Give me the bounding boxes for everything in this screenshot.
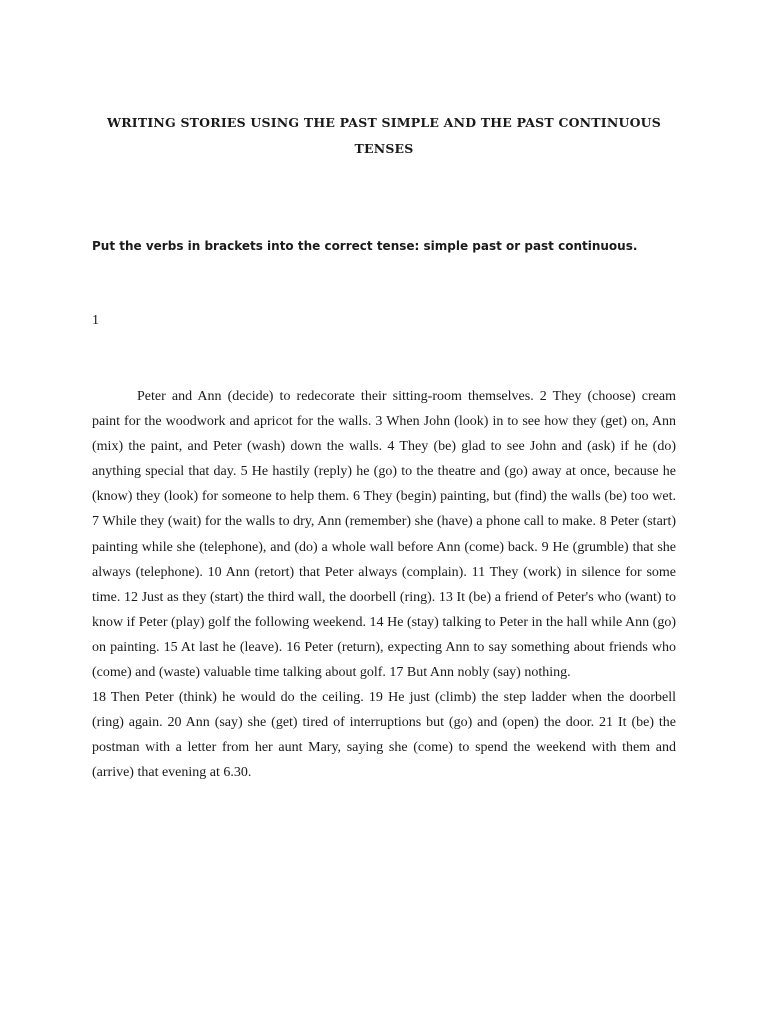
- exercise-number: 1: [92, 313, 99, 328]
- exercise-instruction: Put the verbs in brackets into the correct tense: simple past or past continuous.: [92, 239, 638, 253]
- story-text: [92, 384, 676, 786]
- story-paragraph-2: 18 Then Peter (think) he would do the ceiling. 19 He just (climb) the step ladder when the doorbell (ring) again. 20 Ann (say) she (get) tired of interruptions but (go) and (open) the door. 21 It (be) the postman with a letter from her aunt Mary, saying she (come) to spend the weekend with them and (arrive) that evening at 6.30.: [92, 690, 676, 781]
- story-paragraph-1: Peter and Ann (decide) to redecorate their sitting-room themselves. 2 They (choose) cream paint for the woodwork and apricot for the walls. 3 When John (look) in to see how they (get) on, Ann (mix) the paint, and Peter (wash) down the walls. 4 They (be) glad to see John and (ask) if he (do) anything special that day. 5 He hastily (reply) he (go) to the theatre and (go) away at once, because he (know) they (look) for someone to help them. 6 They (begin) painting, but (find) the walls (be) too wet. 7 While they (wait) for the walls to dry, Ann (remember) she (have) a phone call to make. 8 Peter (start) painting while she (telephone), and (do) a whole wall before Ann (come) back. 9 He (grumble) that she always (telephone). 10 Ann (retort) that Peter always (complain). 11 They (work) in silence for some time. 12 Just as they (start) the third wall, the doorbell (ring). 13 It (be) a friend of Peter's who (want) to know if Peter (play) golf the following weekend. 14 He (stay) talking to Peter in the hall while Ann (go) on painting. 15 At last he (leave). 16 Peter (return), expecting Ann to say something about friends who (come) and (waste) valuable time talking about golf. 17 But Ann nobly (say) nothing.: [92, 389, 676, 681]
- document-title: WRITING STORIES USING THE PAST SIMPLE AND THE PAST CONTINUOUS TENSES: [106, 115, 662, 156]
